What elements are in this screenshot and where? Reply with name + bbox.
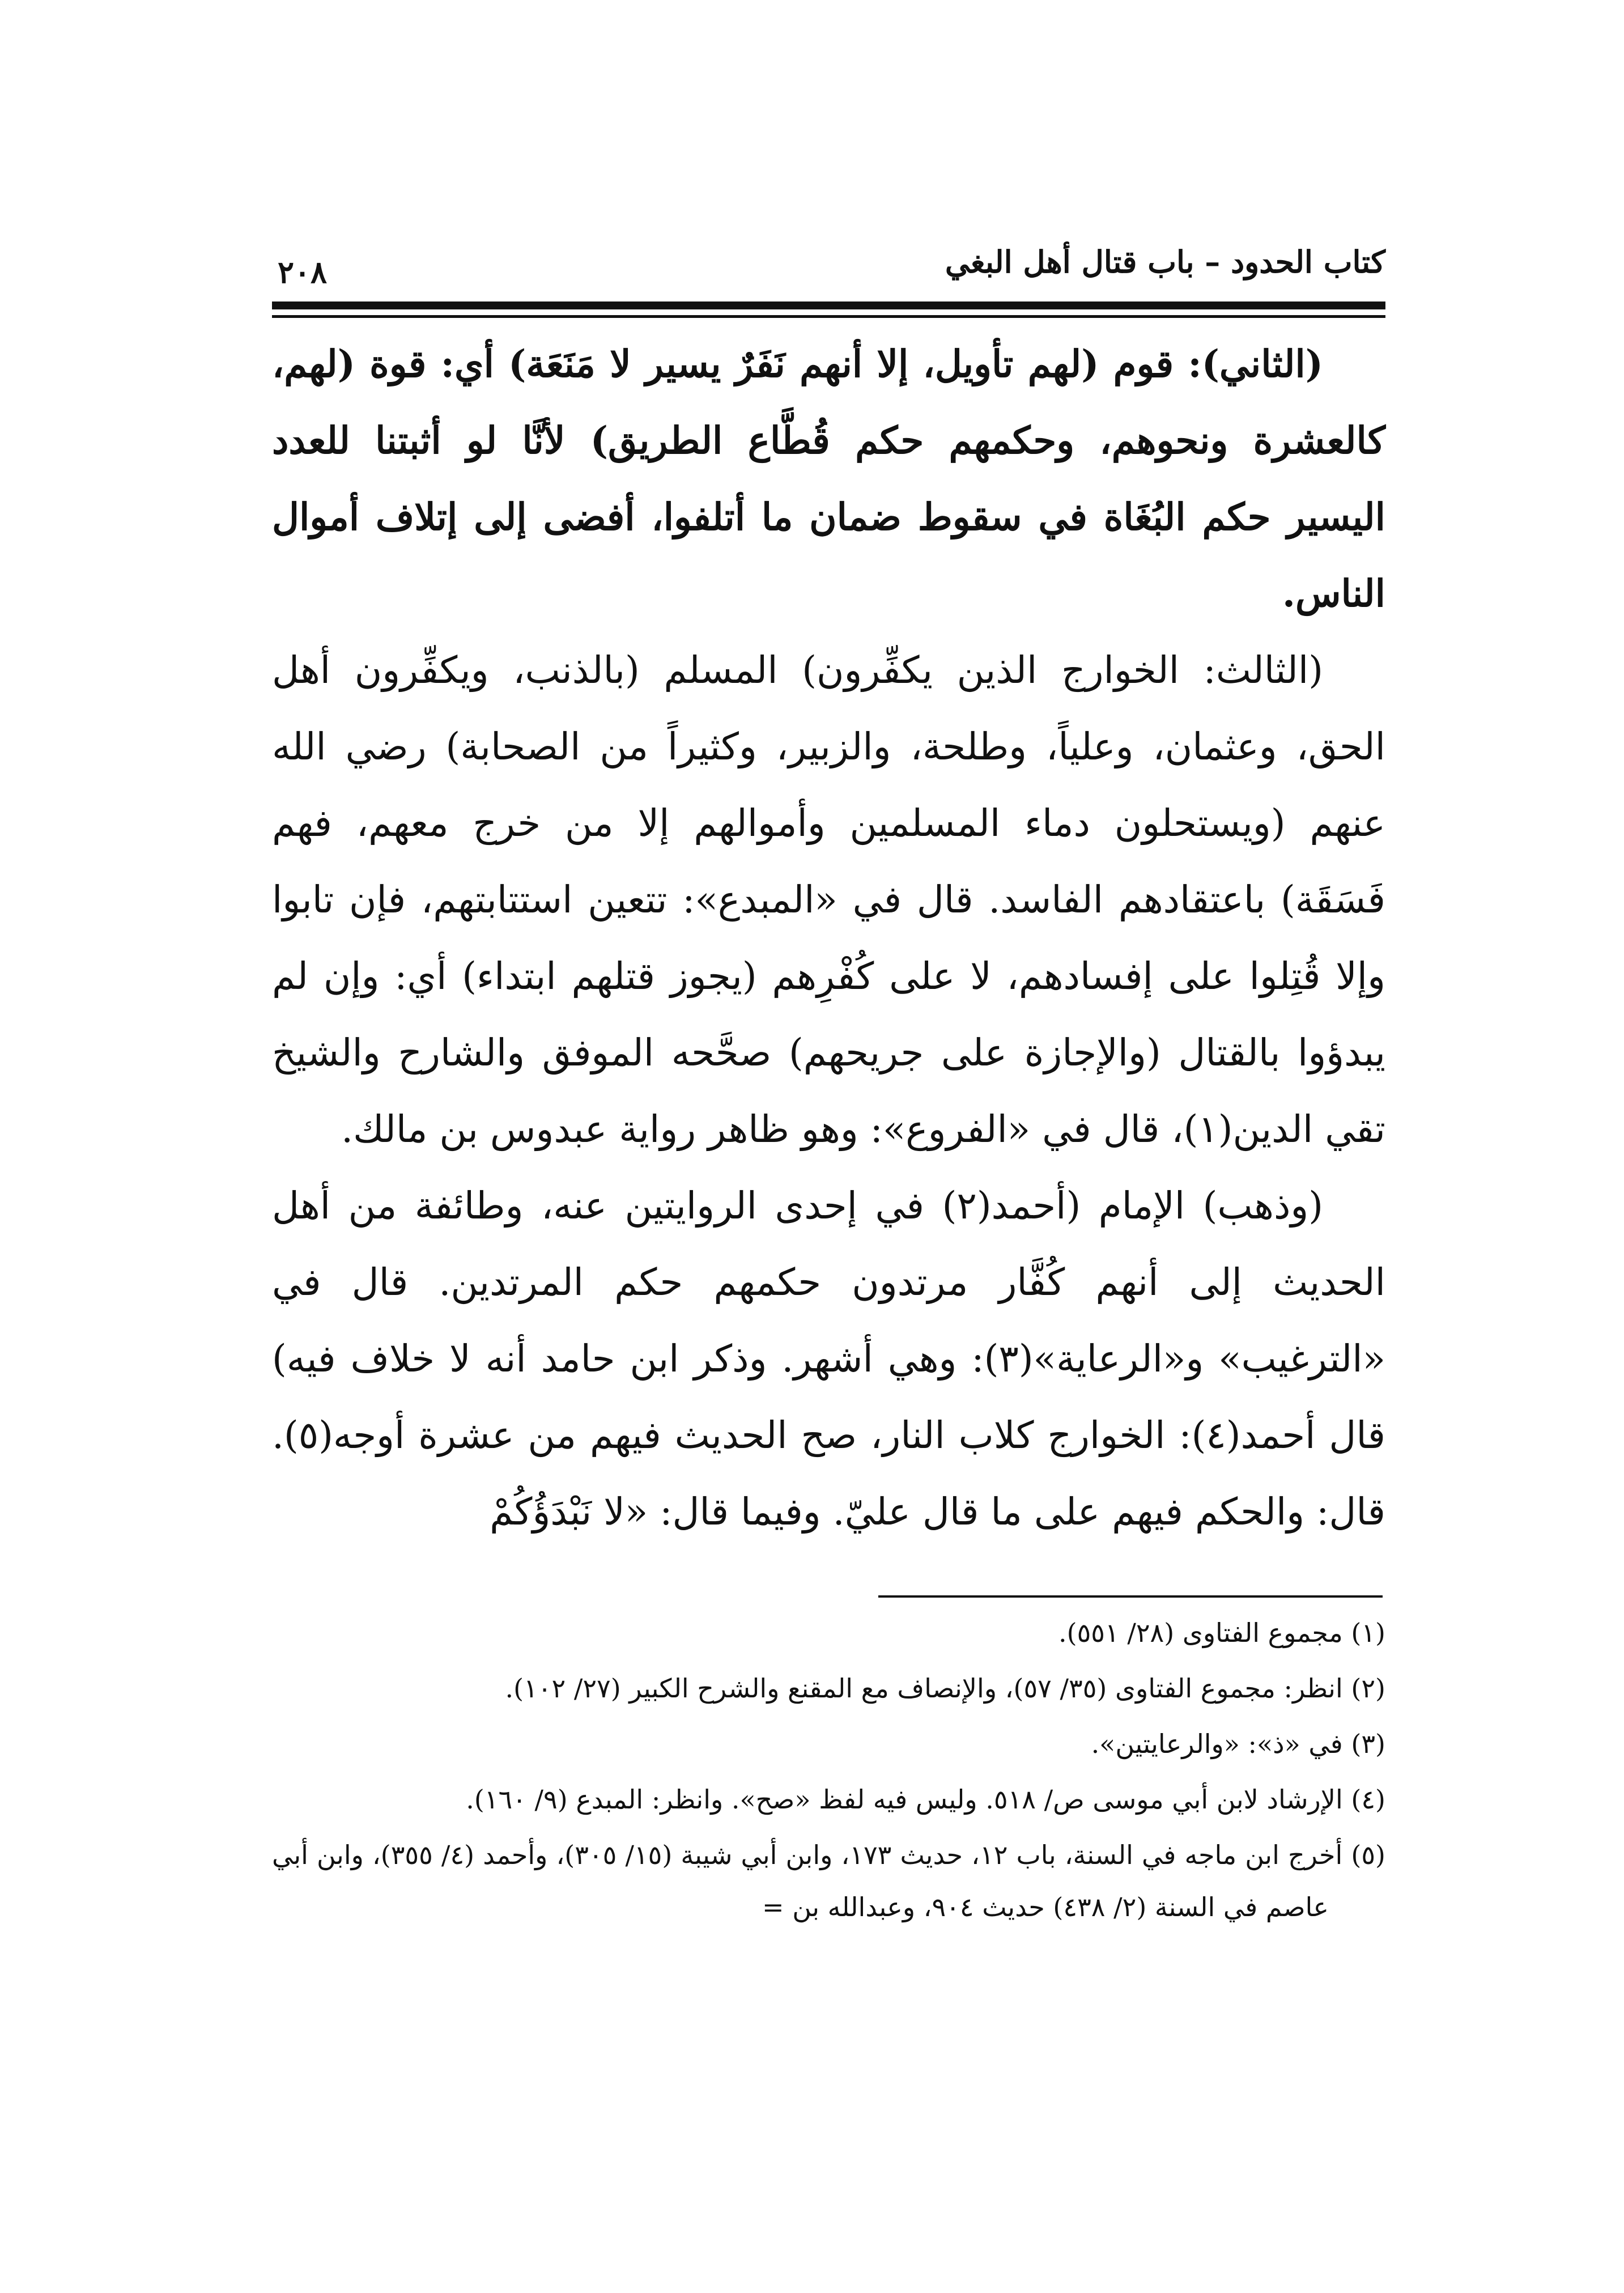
footnote-2: (٢) انظر: مجموع الفتاوى (٣٥/ ٥٧)، والإنصاف مع المقنع والشرح الكبير (٢٧/ ١٠٢). <box>505 1673 1385 1704</box>
header-rule-thick <box>272 302 1385 309</box>
paragraph-imam-ahmad: (وذهب) الإمام (أحمد(٢) في إحدى الروايتين عنه، وطائفة من أهل الحديث إلى أنهم كُفَّار مرتدون حكمهم حكم المرتدين. قال في «الترغيب» و«الرعاية»(٣): وهي أشهر. وذكر ابن حامد أنه لا خلاف فيه) قال أحمد(٤): الخوارج كلاب النار، صح الحديث فيهم من عشرة أوجه(٥). قال: والحكم فيهم على ما قال عليّ. وفيما قال: «لا نَبْدَؤُكُمْ <box>272 1184 1386 1534</box>
main-text <box>272 326 1385 1573</box>
footnotes <box>272 1607 1385 2060</box>
running-header <box>272 238 1385 300</box>
page-number: ٢٠٨ <box>278 254 328 290</box>
footnote-5: (٥) أخرج ابن ماجه في السنة، باب ١٢، حديث ١٧٣، وابن أبي شيبة (١٥/ ٣٠٥)، وأحمد (٤/ ٣٥٥)، وابن أبي عاصم في السنة (٢/ ٤٣٨) حديث ٩٠٤، وعبدالله بن = <box>272 1840 1385 1922</box>
chapter-title: كتاب الحدود – باب قتال أهل البغي <box>945 244 1385 280</box>
footnote-separator <box>878 1595 1383 1598</box>
footnote-1: (١) مجموع الفتاوى (٢٨/ ٥٥١). <box>1058 1617 1385 1648</box>
header-rule-thin <box>272 315 1385 318</box>
paragraph-second-category: (الثاني): قوم (لهم تأويل، إلا أنهم نَفَرٌ يسير لا مَنَعَة) أي: قوة (لهم، كالعشرة ونحوهم، وحكمهم حكم قُطَّاع الطريق) لأنَّا لو أثبتنا للعدد اليسير حكم البُغَاة في سقوط ضمان ما أتلفوا، أفضى إلى إتلاف أموال الناس. <box>272 342 1385 615</box>
footnote-4: (٤) الإرشاد لابن أبي موسى ص/ ٥١٨. وليس فيه لفظ «صح». وانظر: المبدع (٩/ ١٦٠). <box>466 1784 1385 1815</box>
footnote-3: (٣) في «ذ»: «والرعايتين». <box>1091 1729 1385 1759</box>
paragraph-third-category: (الثالث: الخوارج الذين يكفِّرون) المسلم (بالذنب، ويكفِّرون أهل الحق، وعثمان، وعلياً، وطلحة، والزبير، وكثيراً من الصحابة) رضي الله عنهم (ويستحلون دماء المسلمين وأموالهم إلا من خرج معهم، فهم فَسَقَة) باعتقادهم الفاسد. قال في «المبدع»: تتعين استتابتهم، فإن تابوا وإلا قُتِلوا على إفسادهم، لا على كُفْرِهم (يجوز قتلهم ابتداء) أي: وإن لم يبدؤوا بالقتال (والإجازة على جريحهم) صحَّحه الموفق والشارح والشيخ تقي الدين(١)، قال في «الفروع»: وهو ظاهر رواية عبدوس بن مالك. <box>272 648 1385 1151</box>
